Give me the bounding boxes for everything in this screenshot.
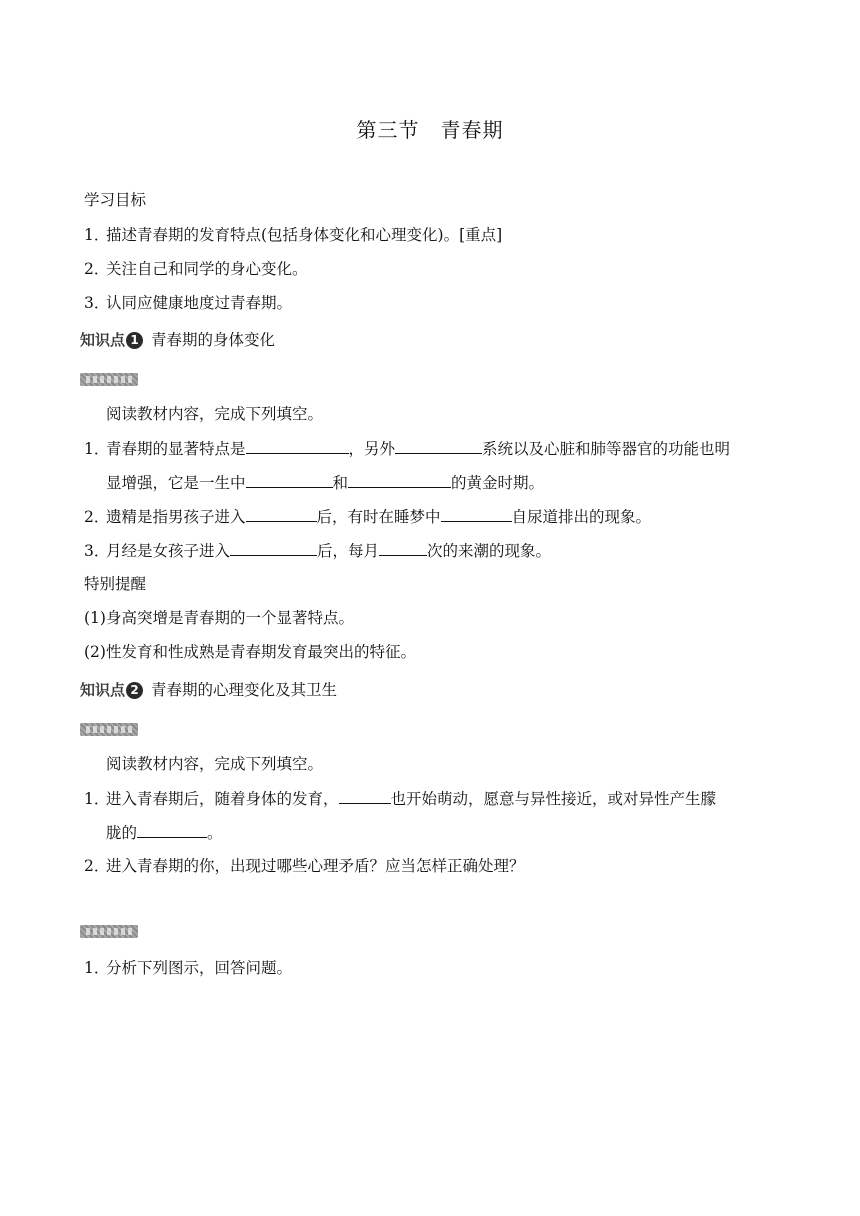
- question-text: 进入青春期的你，出现过哪些心理矛盾？应当怎样正确处理？: [106, 857, 525, 875]
- knowledge-point-1-heading: [80, 330, 275, 350]
- answer-blank[interactable]: [395, 438, 482, 454]
- answer-blank[interactable]: [246, 472, 333, 488]
- question-text: 分析下列图示，回答问题。: [106, 959, 293, 977]
- question-text: 后，每月: [317, 542, 380, 560]
- knowledge-point-title: 青春期的身体变化: [151, 331, 276, 349]
- item-number: 3．: [84, 294, 110, 312]
- fill-question-3: [84, 540, 551, 561]
- instruction-text: 阅读教材内容，完成下列填空。: [106, 755, 324, 773]
- knowledge-point-label: 知识点: [80, 331, 126, 349]
- question-text: 。: [207, 824, 223, 842]
- self-study-badge-icon: [80, 373, 138, 386]
- question-text: 系统以及心脏和肺等器官的功能也明: [482, 440, 731, 458]
- item-number: 1．: [84, 790, 110, 808]
- open-question-2: [84, 856, 525, 876]
- fill-question-1: [84, 438, 730, 459]
- reminder-note-2: (2)性发育和性成熟是青春期发育最突出的特征。: [84, 643, 416, 661]
- number-circle-icon: 1: [126, 332, 143, 349]
- question-text: 的黄金时期。: [451, 474, 545, 492]
- answer-blank[interactable]: [339, 788, 391, 804]
- fill-question-1-continued: [106, 472, 544, 493]
- question-text: 和: [332, 474, 349, 492]
- objective-item-1: [84, 225, 502, 245]
- question-text: 月经是女孩子进入: [106, 542, 231, 560]
- item-number: 1．: [84, 226, 110, 244]
- objective-item-2: [84, 259, 308, 279]
- instruction-text: 阅读教材内容，完成下列填空。: [106, 405, 324, 423]
- page-title: 第三节 青春期: [356, 118, 504, 142]
- answer-blank[interactable]: [379, 540, 427, 556]
- item-number: 1．: [84, 440, 110, 458]
- reminder-note-1: (1)身高突增是青春期的一个显著特点。: [84, 609, 354, 627]
- answer-blank[interactable]: [137, 822, 207, 838]
- question-text: 显增强，它是一生中: [106, 474, 246, 492]
- fill-question-2: [84, 506, 651, 527]
- objective-text: 认同应健康地度过青春期。: [106, 294, 293, 312]
- item-number: 1．: [84, 959, 110, 977]
- self-study-badge-icon: [80, 723, 138, 736]
- objective-item-3: [84, 293, 292, 313]
- knowledge-point-2-heading: [80, 680, 337, 700]
- answer-blank[interactable]: [246, 506, 317, 522]
- item-number: 2．: [84, 857, 110, 875]
- question-text: ，另外: [348, 440, 396, 458]
- knowledge-point-title: 青春期的心理变化及其卫生: [151, 681, 338, 699]
- question-text: 青春期的显著特点是: [106, 440, 246, 458]
- answer-blank[interactable]: [246, 438, 349, 454]
- question-text: 自尿道排出的现象。: [511, 508, 652, 526]
- answer-blank[interactable]: [230, 540, 317, 556]
- answer-blank[interactable]: [441, 506, 512, 522]
- objectives-heading: 学习目标: [84, 191, 147, 209]
- fill-question-1: [84, 788, 716, 809]
- question-text: 后，有时在睡梦中: [316, 508, 441, 526]
- question-text: 进入青春期后，随着身体的发育，: [106, 790, 339, 808]
- question-text: 遗精是指男孩子进入: [106, 508, 246, 526]
- knowledge-point-label: 知识点: [80, 681, 126, 699]
- question-text: 胧的: [106, 824, 138, 842]
- item-number: 2．: [84, 260, 110, 278]
- objective-text: 描述青春期的发育特点(包括身体变化和心理变化)。[重点]: [106, 226, 503, 244]
- question-text: 也开始萌动，愿意与异性接近，或对异性产生朦: [390, 790, 717, 808]
- objective-text: 关注自己和同学的身心变化。: [106, 260, 308, 278]
- number-circle-icon: 2: [126, 682, 143, 699]
- item-number: 2．: [84, 508, 110, 526]
- fill-question-1-continued: [106, 822, 223, 843]
- answer-blank[interactable]: [348, 472, 451, 488]
- question-text: 次的来潮的现象。: [427, 542, 552, 560]
- analysis-question-1: [84, 958, 292, 978]
- special-reminder-heading: 特别提醒: [84, 575, 147, 593]
- item-number: 3．: [84, 542, 110, 560]
- cooperative-inquiry-badge-icon: [80, 925, 138, 938]
